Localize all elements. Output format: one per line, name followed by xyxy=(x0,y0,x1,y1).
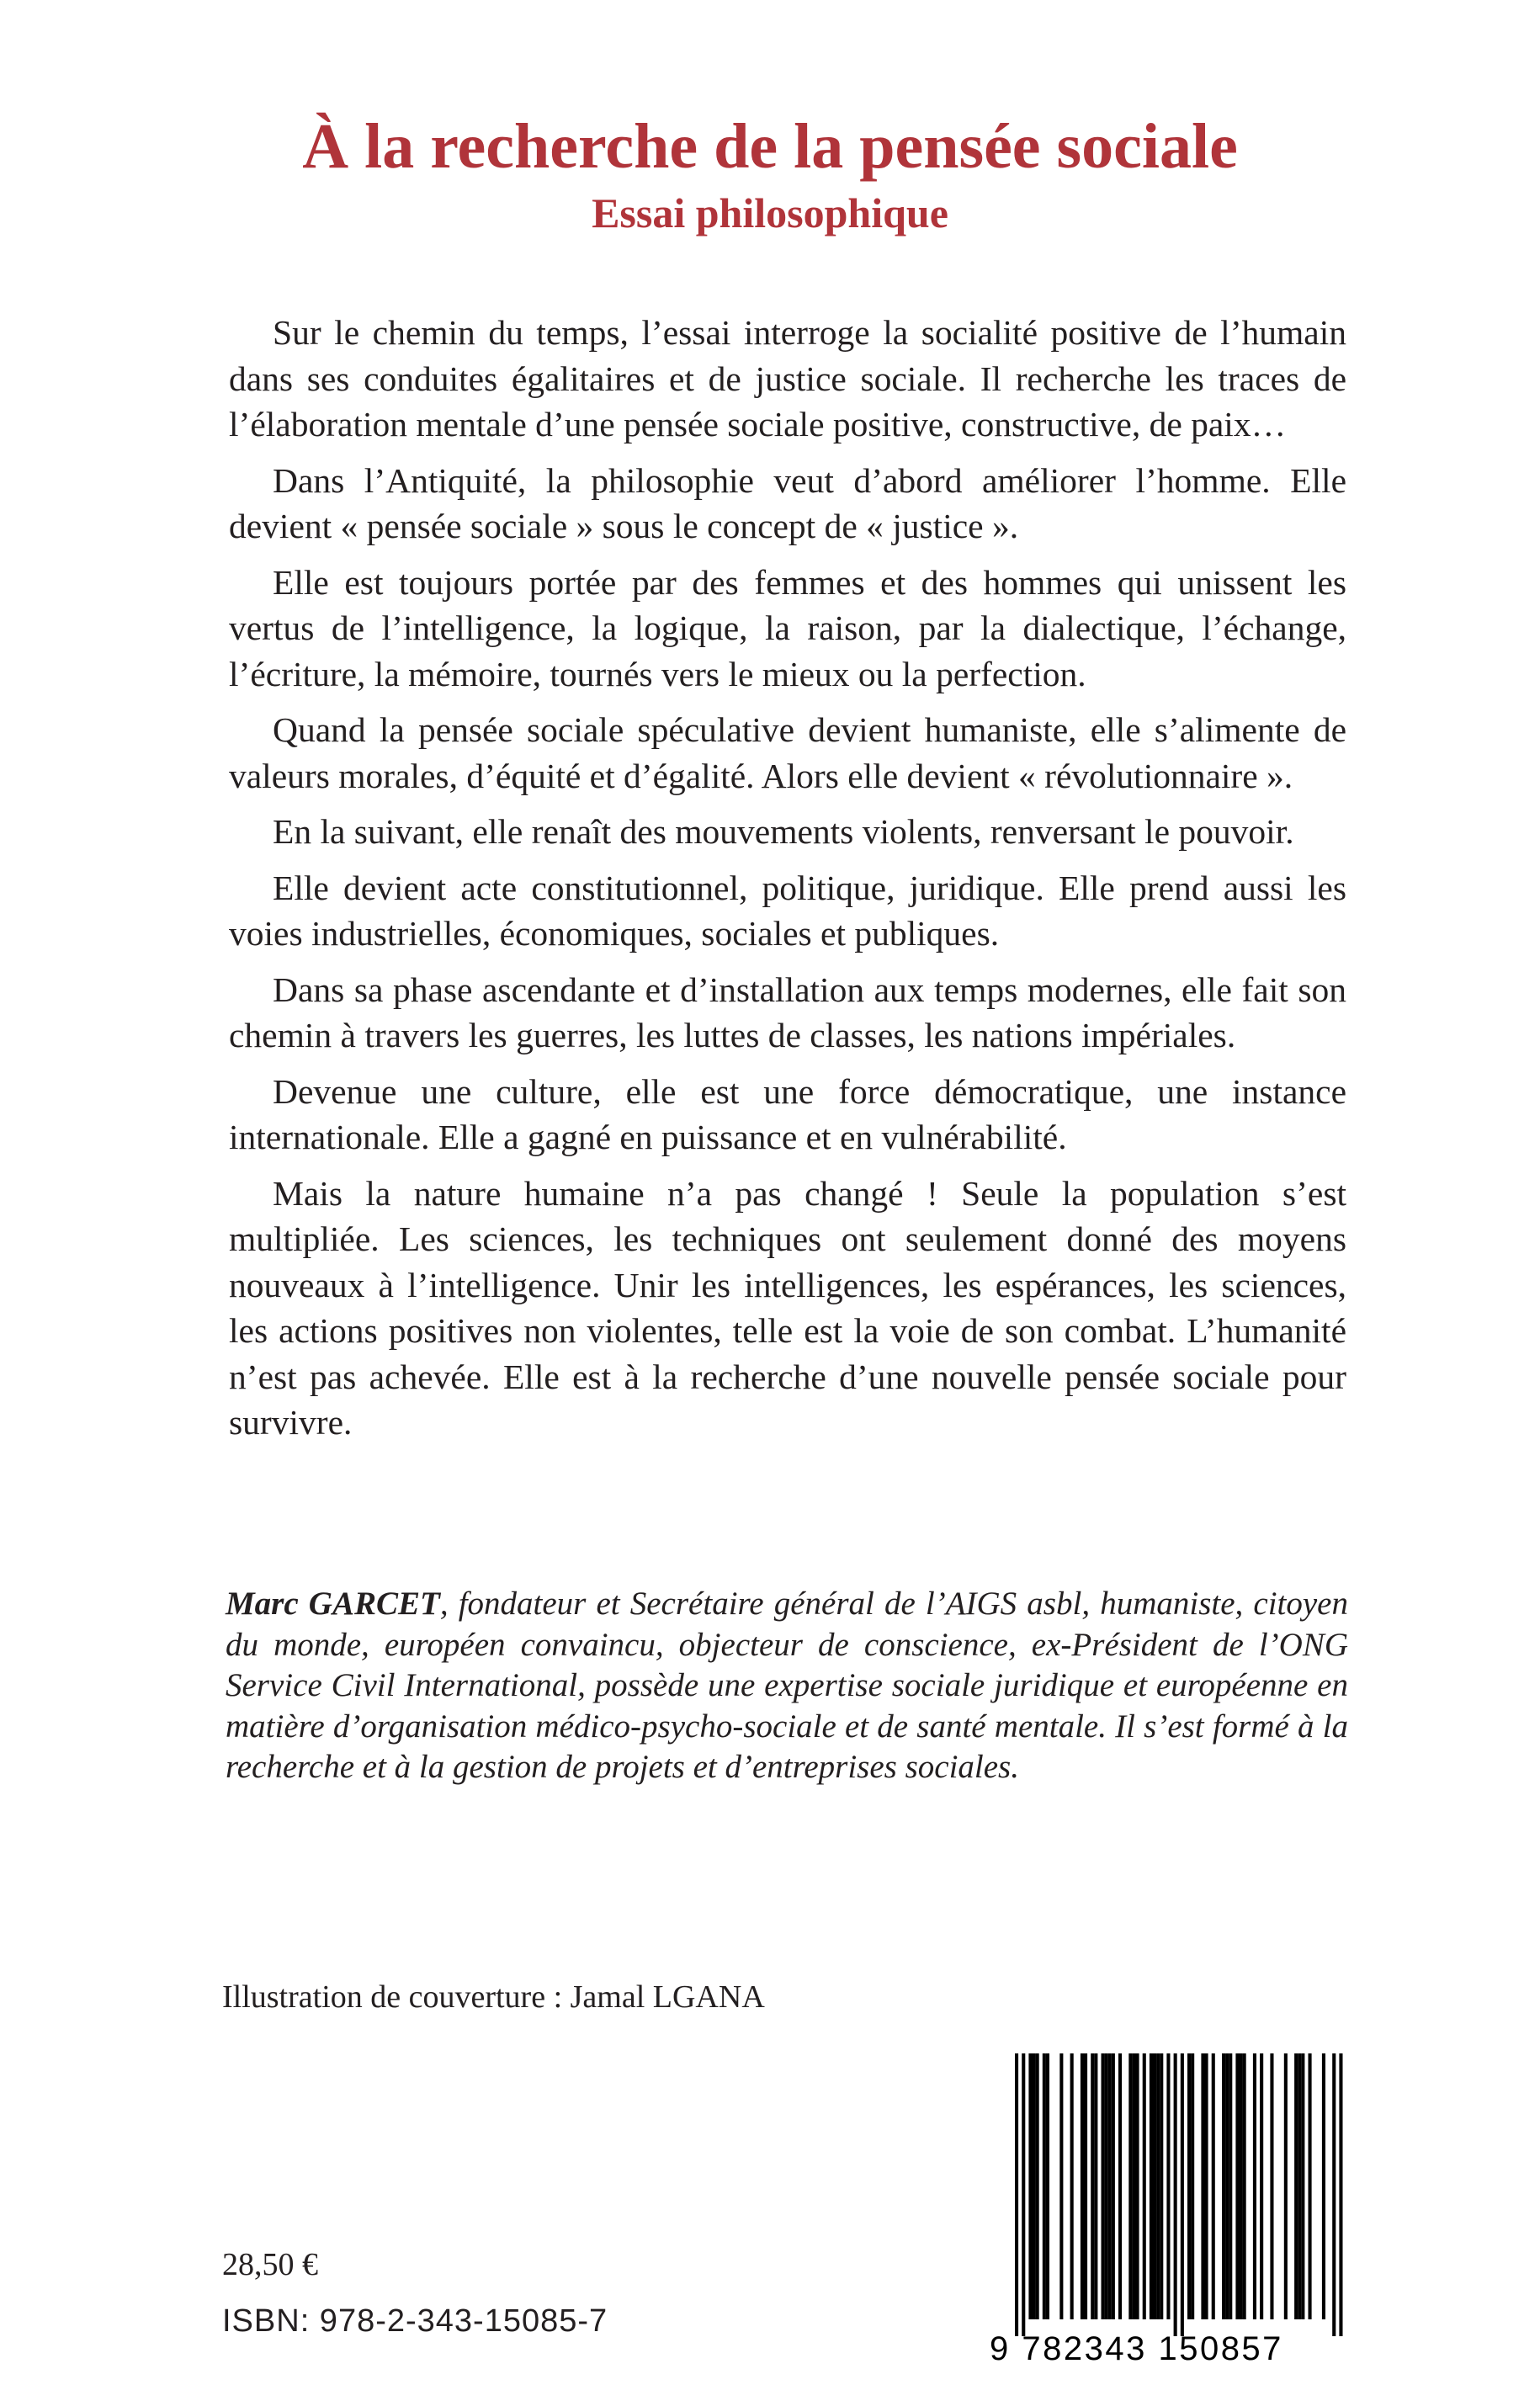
barcode-bar xyxy=(1222,2053,1225,2319)
barcode-bar xyxy=(1153,2053,1156,2319)
barcode-bar xyxy=(1033,2053,1036,2319)
barcode-bar xyxy=(1294,2053,1298,2319)
blurb-paragraph: Dans l’Antiquité, la philosophie veut d’abord améliorer l’homme. Elle devient « pensée sociale » sous le concept de « justice ». xyxy=(229,460,1346,545)
barcode-bar xyxy=(1102,2053,1105,2319)
author-bio-text: , fondateur et Secrétaire général de l’AIGS asbl, humaniste, citoyen du monde, européen convaincu, objecteur de conscience, ex-Président de l’ONG Service Civil International, possède une expertise sociale juridique et européenne en matière d’organisation médico-psycho-sociale et de santé mentale. Il s’est formé à la recherche et à la gestion de projets et d’entreprises sociales. xyxy=(226,1586,1348,1786)
barcode-bar xyxy=(1091,2053,1094,2319)
barcode-bar xyxy=(1022,2053,1025,2336)
barcode-digits: 9 782343 150857 xyxy=(990,2330,1283,2367)
price: 28,50 € xyxy=(222,2247,318,2282)
barcode-bar xyxy=(1150,2053,1153,2319)
barcode-bar xyxy=(1160,2053,1163,2319)
barcode-bar xyxy=(1059,2053,1063,2319)
barcode-bar xyxy=(1043,2053,1046,2319)
barcode-bar xyxy=(1212,2053,1215,2319)
blurb-paragraph: En la suivant, elle renaît des mouvements violents, renversant le pouvoir. xyxy=(273,812,1294,851)
barcode-bar xyxy=(1298,2053,1301,2319)
barcode-bar xyxy=(1191,2053,1194,2319)
barcode-bar xyxy=(1084,2053,1087,2319)
blurb-paragraph: Elle devient acte constitutionnel, politique, juridique. Elle prend aussi les voies industrielles, économiques, sociales et publiques. xyxy=(229,868,1346,953)
barcode-bar xyxy=(1105,2053,1108,2319)
barcode-bar xyxy=(1070,2053,1074,2319)
book-title: À la recherche de la pensée sociale xyxy=(302,111,1238,182)
barcode-bar xyxy=(1260,2053,1263,2319)
barcode-bar xyxy=(1108,2053,1112,2319)
illustration-credit: Illustration de couverture : Jamal LGANA xyxy=(222,1979,765,2015)
blurb-paragraph: Quand la pensée sociale spéculative devient humaniste, elle s’alimente de valeurs morales, d’équité et d’égalité. Alors elle devient « révolutionnaire ». xyxy=(229,710,1346,795)
barcode-bar xyxy=(1270,2053,1273,2319)
barcode-bar xyxy=(1046,2053,1049,2319)
isbn: ISBN: 978-2-343-15085-7 xyxy=(222,2303,608,2339)
blurb-paragraph: Elle est toujours portée par des femmes et des hommes qui unissent les vertus de l’intelligence, la logique, la raison, par la dialectique, l’échange, l’écriture, la mémoire, tournés vers le mieux ou la perfection. xyxy=(229,562,1346,693)
barcode-bar xyxy=(1136,2053,1139,2319)
barcode-bar xyxy=(1132,2053,1135,2319)
barcode-bar xyxy=(1028,2053,1032,2319)
barcode-bar xyxy=(1284,2053,1288,2319)
barcode-bar xyxy=(1332,2053,1336,2336)
barcode-bar xyxy=(1235,2053,1239,2319)
barcode-bar xyxy=(1118,2053,1122,2319)
barcode-bars xyxy=(990,2053,1351,2336)
blurb-paragraph: Sur le chemin du temps, l’essai interroge la socialité positive de l’humain dans ses conduites égalitaires et de justice sociale. Il recherche les traces de l’élaboration mentale d’une pensée sociale positive, constructive, de paix… xyxy=(229,313,1346,444)
barcode-bar xyxy=(1112,2053,1115,2319)
blurb xyxy=(229,310,1346,1456)
blurb-paragraph: Dans sa phase ascendante et d’installation aux temps modernes, elle fait son chemin à travers les guerres, les luttes de classes, les nations impériales. xyxy=(229,969,1346,1054)
barcode-bar xyxy=(1187,2053,1191,2319)
barcode-bar xyxy=(1036,2053,1039,2319)
author-name: Marc GARCET xyxy=(226,1586,440,1622)
barcode-bar xyxy=(1229,2053,1232,2319)
barcode-bar xyxy=(1301,2053,1304,2319)
barcode-bar xyxy=(1143,2053,1146,2319)
blurb-paragraph: Mais la nature humaine n’a pas changé ! Seule la population s’est multipliée. Les sciences, les techniques ont seulement donné des moyens nouveaux à l’intelligence. Unir les intelligences, les espérances, les sciences, les actions positives non violentes, telle est la voie de son combat. L’humanité n’est pas achevée. Elle est à la recherche d’une nouvelle pensée sociale pour survivre. xyxy=(229,1173,1346,1442)
barcode-bar xyxy=(1166,2053,1170,2319)
barcode-bar xyxy=(1205,2053,1208,2319)
barcode-bar xyxy=(1339,2053,1342,2336)
barcode-bar xyxy=(1128,2053,1132,2319)
barcode-bar xyxy=(1322,2053,1325,2319)
blurb-paragraph: Devenue une culture, elle est une force démocratique, une instance internationale. Elle a gagné en puissance et en vulnérabilité. xyxy=(229,1071,1346,1156)
barcode-bar xyxy=(1156,2053,1160,2319)
barcode-bar xyxy=(1015,2053,1018,2336)
barcode-bar xyxy=(1181,2053,1184,2336)
barcode-bar xyxy=(1201,2053,1204,2319)
barcode-bar xyxy=(1253,2053,1256,2319)
barcode-bar xyxy=(1243,2053,1246,2319)
barcode-bar xyxy=(1094,2053,1097,2319)
book-subtitle: Essai philosophique xyxy=(592,189,948,236)
barcode-bar xyxy=(1240,2053,1243,2319)
barcode-bar xyxy=(1174,2053,1177,2336)
barcode-bar xyxy=(1309,2053,1312,2319)
barcode-bar xyxy=(1225,2053,1229,2319)
author-bio xyxy=(226,1584,1348,1788)
barcode xyxy=(990,2053,1351,2365)
barcode-bar xyxy=(1081,2053,1084,2319)
